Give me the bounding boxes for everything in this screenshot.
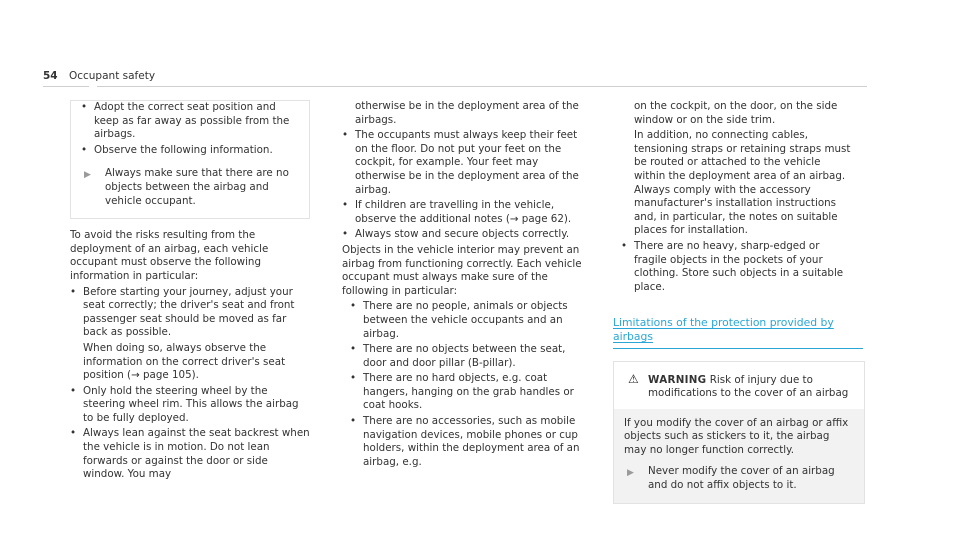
instruction bbox=[81, 167, 297, 208]
list-item: • There are no people, animals or objects between the vehicle occupants and an airbag. bbox=[350, 300, 582, 341]
list-item: • Adopt the correct seat position and keep as far away as possible from the airbags. bbox=[81, 101, 297, 142]
section-title: Limitations of the protection provided by airbags bbox=[613, 316, 834, 343]
instruction-text: Never modify the cover of an airbag and do not affix objects to it. bbox=[648, 465, 835, 492]
list-item: • There are no hard objects, e.g. coat hangers, hanging on the grab handles or coat hooks. bbox=[350, 372, 582, 413]
continued-text: on the cockpit, on the door, on the side window or on the side trim. bbox=[634, 100, 838, 126]
warning-body bbox=[614, 409, 864, 503]
list-item: • If children are travelling in the vehicle, observe the additional notes (→ page 62). bbox=[342, 199, 582, 226]
arrow-right-icon: ▶ bbox=[84, 170, 91, 181]
list-item: • Always lean against the seat backrest when the vehicle is in motion. Do not lean forwards or against the door or side window. You may bbox=[70, 427, 310, 481]
list-item: • Only hold the steering wheel by the steering wheel rim. This allows the airbag to be fully deployed. bbox=[70, 385, 310, 426]
arrow-right-icon: ▶ bbox=[627, 468, 634, 479]
info-box bbox=[70, 100, 310, 219]
column-1 bbox=[70, 100, 310, 484]
list-item-note: When doing so, always observe the information on the correct driver's seat position (→ page 105). bbox=[83, 341, 286, 382]
intro-paragraph: To avoid the risks resulting from the deployment of an airbag, each vehicle occupant must observe the following information in particular: bbox=[70, 229, 269, 282]
list-item: • Always stow and secure objects correctly. bbox=[342, 228, 582, 242]
header-rule-short bbox=[43, 86, 89, 87]
list-item: • There are no heavy, sharp-edged or fragile objects in the pockets of your clothing. Store such objects in a suitable place. bbox=[621, 240, 853, 294]
objects-paragraph: Objects in the vehicle interior may prevent an airbag from functioning correctly. Each vehicle occupant must always make sure of the following in particular: bbox=[342, 243, 582, 297]
list-item: • There are no accessories, such as mobile navigation devices, mobile phones or cup holders, within the deployment area of an airbag, e.g. bbox=[350, 415, 582, 469]
warning-text: Risk of injury due to modifications to the cover of an airbag bbox=[648, 373, 849, 400]
column-3 bbox=[613, 100, 853, 504]
page-number: 54 bbox=[43, 70, 58, 82]
warning-label: WARNING bbox=[648, 373, 707, 386]
list-item: • The occupants must always keep their feet on the floor. Do not put your feet on the cockpit, for example. Your feet may otherwise be in the deployment area of the airbag. bbox=[342, 129, 582, 197]
section-name: Occupant safety bbox=[68, 70, 156, 82]
warning-header bbox=[614, 362, 864, 409]
instruction bbox=[624, 465, 854, 492]
page-header bbox=[43, 70, 155, 84]
column-2 bbox=[342, 100, 582, 471]
list-item: • Before starting your journey, adjust your seat correctly; the driver's seat and front passenger seat should be moved as far back as possible. bbox=[70, 286, 310, 340]
continued-text: otherwise be in the deployment area of the airbags. bbox=[355, 100, 579, 126]
warning-body-text: If you modify the cover of an airbag or affix objects such as stickers to it, the airbag may no longer function correctly. bbox=[624, 416, 849, 456]
continued-text: In addition, no connecting cables, tensioning straps or retaining straps must be routed or attached to the vehicle within the deployment area of an airbag. Always comply with the accessory manufacturer's installation instructions and, in particular, the notes on suitable places for installation. bbox=[634, 129, 851, 237]
instruction-text: Always make sure that there are no objects between the airbag and vehicle occupant. bbox=[105, 167, 289, 207]
list-item: • There are no objects between the seat, door and door pillar (B-pillar). bbox=[350, 343, 582, 370]
warning-box bbox=[613, 361, 865, 504]
section-title-rule bbox=[613, 348, 863, 349]
list-item: • Observe the following information. bbox=[81, 144, 297, 158]
header-rule bbox=[97, 86, 867, 87]
warning-triangle-icon: ⚠ bbox=[628, 371, 639, 386]
